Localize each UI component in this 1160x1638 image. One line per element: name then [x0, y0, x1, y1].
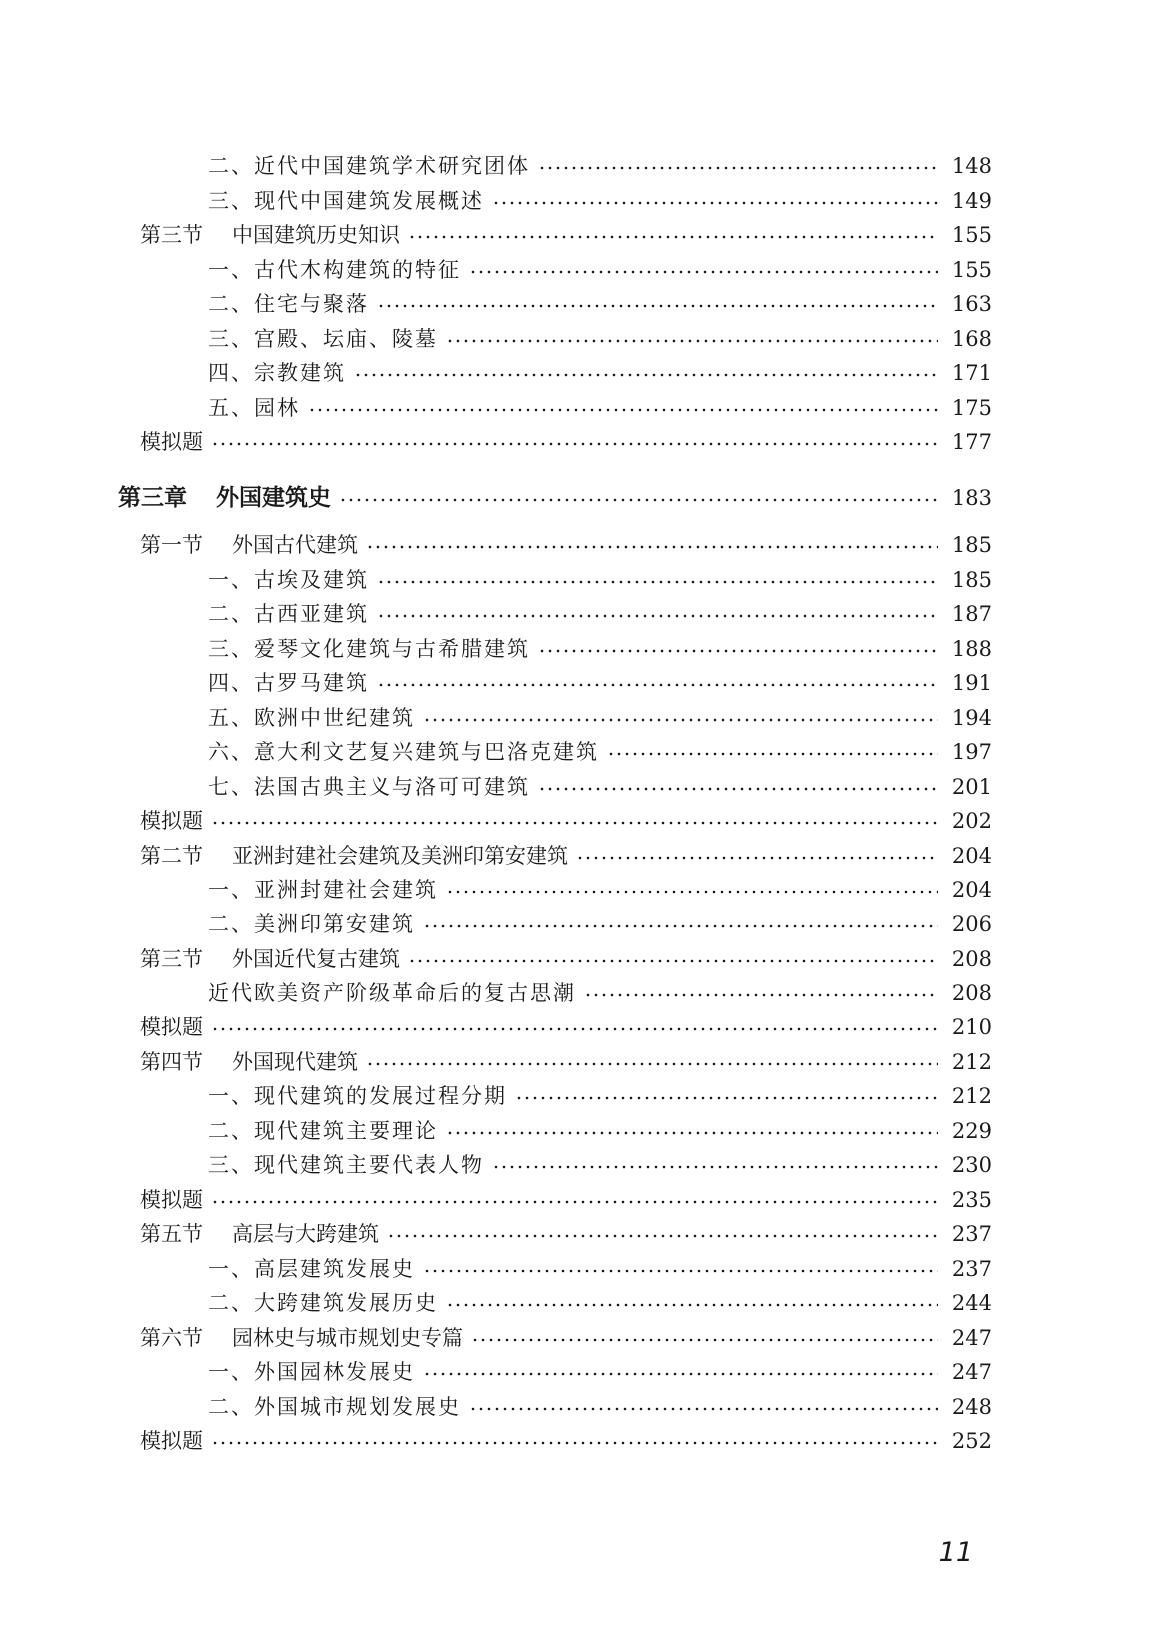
toc-page-number: 230 — [951, 1153, 992, 1177]
toc-label — [208, 1083, 507, 1109]
toc-label — [140, 808, 203, 834]
dot-leader — [446, 1130, 938, 1136]
toc-title: 模拟题 — [140, 809, 203, 833]
dot-leader — [446, 1302, 938, 1308]
toc-title: 六、意大利文艺复兴建筑与巴洛克建筑 — [208, 740, 599, 764]
toc-page-number: 248 — [951, 1395, 992, 1419]
toc-page-number: 194 — [951, 706, 992, 730]
toc-section — [0, 1420, 1160, 1454]
toc-page-number: 148 — [951, 154, 992, 178]
toc-item — [0, 387, 1160, 421]
toc-number: 第四节 — [140, 1050, 203, 1074]
toc-page-number: 244 — [951, 1291, 992, 1315]
toc-label — [208, 911, 415, 937]
toc-label — [140, 1428, 203, 1454]
toc-section — [0, 421, 1160, 455]
toc-label — [208, 326, 438, 352]
toc-page-number: 171 — [951, 361, 992, 385]
toc-label — [208, 567, 369, 593]
toc-page-number: 210 — [951, 1015, 992, 1039]
toc-title: 一、现代建筑的发展过程分期 — [208, 1084, 507, 1108]
toc-number: 第三章 — [118, 484, 187, 511]
toc-item — [0, 903, 1160, 937]
toc-label — [140, 1187, 203, 1213]
toc-page-number: 177 — [951, 430, 992, 454]
toc-label — [118, 485, 331, 511]
toc-label — [208, 705, 415, 731]
toc-item — [0, 593, 1160, 627]
dot-leader — [446, 338, 938, 344]
toc-title: 外国近代复古建筑 — [232, 947, 400, 971]
toc-page-number: 187 — [951, 602, 992, 626]
dot-leader — [423, 1268, 938, 1274]
toc-item — [0, 1075, 1160, 1109]
toc-section — [0, 938, 1160, 972]
dot-leader — [538, 648, 938, 654]
dot-leader — [538, 786, 938, 792]
dot-leader — [492, 200, 938, 206]
toc-label — [208, 1256, 415, 1282]
dot-leader — [408, 234, 938, 240]
toc-title: 模拟题 — [140, 1015, 203, 1039]
toc-number: 第五节 — [140, 1222, 203, 1246]
toc-section — [0, 835, 1160, 869]
toc-title: 二、大跨建筑发展历史 — [208, 1291, 438, 1315]
toc-page-number: 237 — [951, 1222, 992, 1246]
toc-label — [140, 1049, 358, 1075]
toc-label — [208, 877, 438, 903]
toc-page-number: 175 — [951, 396, 992, 420]
dot-leader — [377, 613, 938, 619]
dot-leader — [366, 1061, 938, 1067]
toc-title: 二、现代建筑主要理论 — [208, 1119, 438, 1143]
toc-label — [208, 1290, 438, 1316]
toc-item — [0, 180, 1160, 214]
dot-leader — [584, 992, 938, 998]
toc-number: 第三节 — [140, 223, 203, 247]
toc-label — [140, 1325, 463, 1351]
toc-page-number: 149 — [951, 189, 992, 213]
dot-leader — [211, 441, 938, 447]
toc-title: 亚洲封建社会建筑及美洲印第安建筑 — [232, 844, 568, 868]
toc-title: 一、高层建筑发展史 — [208, 1257, 415, 1281]
toc-title: 模拟题 — [140, 1188, 203, 1212]
toc-title: 四、古罗马建筑 — [208, 671, 369, 695]
toc-title: 外国古代建筑 — [232, 533, 358, 557]
dot-leader — [538, 165, 938, 171]
toc-section — [0, 1317, 1160, 1351]
toc-page-number: 185 — [951, 568, 992, 592]
toc-page-number: 201 — [951, 775, 992, 799]
toc-label — [140, 1221, 379, 1247]
dot-leader — [387, 1233, 938, 1239]
toc-title: 三、现代中国建筑发展概述 — [208, 189, 484, 213]
toc-page-number: 204 — [951, 844, 992, 868]
toc-page-number: 235 — [951, 1188, 992, 1212]
toc-section — [0, 524, 1160, 558]
toc-title: 外国建筑史 — [216, 484, 331, 511]
dot-leader — [469, 1406, 938, 1412]
dot-leader — [354, 372, 938, 378]
toc-title: 外国现代建筑 — [232, 1050, 358, 1074]
toc-item — [0, 318, 1160, 352]
toc-page-number: 163 — [951, 292, 992, 316]
toc-title: 一、古代木构建筑的特征 — [208, 258, 461, 282]
dot-leader — [423, 717, 938, 723]
toc-page-number: 155 — [951, 223, 992, 247]
dot-leader — [339, 497, 938, 503]
toc-label — [140, 946, 400, 972]
toc-label — [208, 636, 530, 662]
toc-item — [0, 628, 1160, 662]
toc-title: 中国建筑历史知识 — [232, 223, 400, 247]
toc-page-number: 237 — [951, 1257, 992, 1281]
toc-section — [0, 1041, 1160, 1075]
page-number: 11 — [938, 1537, 973, 1568]
toc-title: 三、宫殿、坛庙、陵墓 — [208, 327, 438, 351]
toc-section — [0, 1179, 1160, 1213]
toc-number: 第三节 — [140, 947, 203, 971]
toc-title: 二、美洲印第安建筑 — [208, 912, 415, 936]
toc-title: 五、欧洲中世纪建筑 — [208, 706, 415, 730]
toc-label — [208, 291, 369, 317]
toc-title: 一、亚洲封建社会建筑 — [208, 878, 438, 902]
dot-leader — [211, 820, 938, 826]
toc-title: 三、现代建筑主要代表人物 — [208, 1153, 484, 1177]
dot-leader — [308, 407, 938, 413]
toc-number: 第二节 — [140, 844, 203, 868]
toc-item — [0, 1248, 1160, 1282]
toc-title: 三、爱琴文化建筑与古希腊建筑 — [208, 637, 530, 661]
dot-leader — [366, 544, 938, 550]
toc-item — [0, 283, 1160, 317]
toc-label — [208, 670, 369, 696]
toc-title: 二、住宅与聚落 — [208, 292, 369, 316]
toc-item — [0, 559, 1160, 593]
dot-leader — [576, 855, 938, 861]
toc-label — [208, 257, 461, 283]
toc-section — [0, 214, 1160, 248]
toc-page-number: 168 — [951, 327, 992, 351]
dot-leader — [408, 958, 938, 964]
toc-item — [0, 731, 1160, 765]
toc-title: 七、法国古典主义与洛可可建筑 — [208, 775, 530, 799]
toc-page-number: 212 — [951, 1084, 992, 1108]
dot-leader — [469, 269, 938, 275]
dot-leader — [446, 889, 938, 895]
dot-leader — [377, 303, 938, 309]
toc-item — [0, 1351, 1160, 1385]
toc-item — [0, 1282, 1160, 1316]
toc-page-number: 204 — [951, 878, 992, 902]
toc-item — [0, 1386, 1160, 1420]
toc-item — [0, 972, 1160, 1006]
toc-item — [0, 662, 1160, 696]
toc-section — [0, 800, 1160, 834]
dot-leader — [211, 1440, 938, 1446]
toc-title: 二、古西亚建筑 — [208, 602, 369, 626]
toc-page-number: 247 — [951, 1360, 992, 1384]
dot-leader — [211, 1026, 938, 1032]
toc-label — [208, 1118, 438, 1144]
toc-section — [0, 1006, 1160, 1040]
toc-page-number: 185 — [951, 533, 992, 557]
dot-leader — [423, 1371, 938, 1377]
toc-page-number: 208 — [951, 981, 992, 1005]
toc-label — [208, 739, 599, 765]
dot-leader — [492, 1164, 938, 1170]
toc-title: 二、外国城市规划发展史 — [208, 1395, 461, 1419]
toc-label — [140, 222, 400, 248]
toc-item — [0, 1144, 1160, 1178]
toc-page-number: 212 — [951, 1050, 992, 1074]
toc-label — [208, 1359, 415, 1385]
dot-leader — [377, 579, 938, 585]
toc-label — [208, 601, 369, 627]
dot-leader — [471, 1337, 938, 1343]
toc-label — [208, 360, 346, 386]
toc-label — [140, 1014, 203, 1040]
toc-page-number: 252 — [951, 1429, 992, 1453]
toc-page-number: 155 — [951, 258, 992, 282]
toc-page-number: 202 — [951, 809, 992, 833]
toc-number: 第六节 — [140, 1326, 203, 1350]
toc-title: 二、近代中国建筑学术研究团体 — [208, 154, 530, 178]
toc-label — [208, 1394, 461, 1420]
toc-item — [0, 249, 1160, 283]
toc-label — [208, 980, 576, 1006]
dot-leader — [211, 1199, 938, 1205]
toc-section — [0, 1213, 1160, 1247]
dot-leader — [607, 751, 938, 757]
toc-page-number: 197 — [951, 740, 992, 764]
toc-label — [140, 843, 568, 869]
toc-label — [140, 429, 203, 455]
toc-page-number: 208 — [951, 947, 992, 971]
toc-item — [0, 697, 1160, 731]
toc-title: 高层与大跨建筑 — [232, 1222, 379, 1246]
toc-number: 第一节 — [140, 533, 203, 557]
toc-label — [208, 188, 484, 214]
toc-title: 模拟题 — [140, 1429, 203, 1453]
toc-page-number: 229 — [951, 1119, 992, 1143]
toc-label — [140, 532, 358, 558]
toc-label — [208, 1152, 484, 1178]
toc-chapter — [0, 471, 1160, 511]
toc-item — [0, 869, 1160, 903]
toc-item — [0, 352, 1160, 386]
toc-title: 园林史与城市规划史专篇 — [232, 1326, 463, 1350]
toc-label — [208, 774, 530, 800]
toc-page-number: 188 — [951, 637, 992, 661]
toc-label — [208, 153, 530, 179]
toc-page-number: 206 — [951, 912, 992, 936]
toc-title: 一、古埃及建筑 — [208, 568, 369, 592]
toc-page-number: 183 — [951, 486, 992, 510]
toc-title: 五、园林 — [208, 396, 300, 420]
toc-page-number: 191 — [951, 671, 992, 695]
toc-item — [0, 1110, 1160, 1144]
toc-title: 模拟题 — [140, 430, 203, 454]
toc-label — [208, 395, 300, 421]
dot-leader — [423, 923, 938, 929]
toc-item — [0, 766, 1160, 800]
toc-title: 近代欧美资产阶级革命后的复古思潮 — [208, 981, 576, 1005]
toc-item — [0, 145, 1160, 179]
dot-leader — [377, 682, 938, 688]
toc-page-number: 247 — [951, 1326, 992, 1350]
toc-title: 一、外国园林发展史 — [208, 1360, 415, 1384]
toc-title: 四、宗教建筑 — [208, 361, 346, 385]
dot-leader — [515, 1095, 938, 1101]
